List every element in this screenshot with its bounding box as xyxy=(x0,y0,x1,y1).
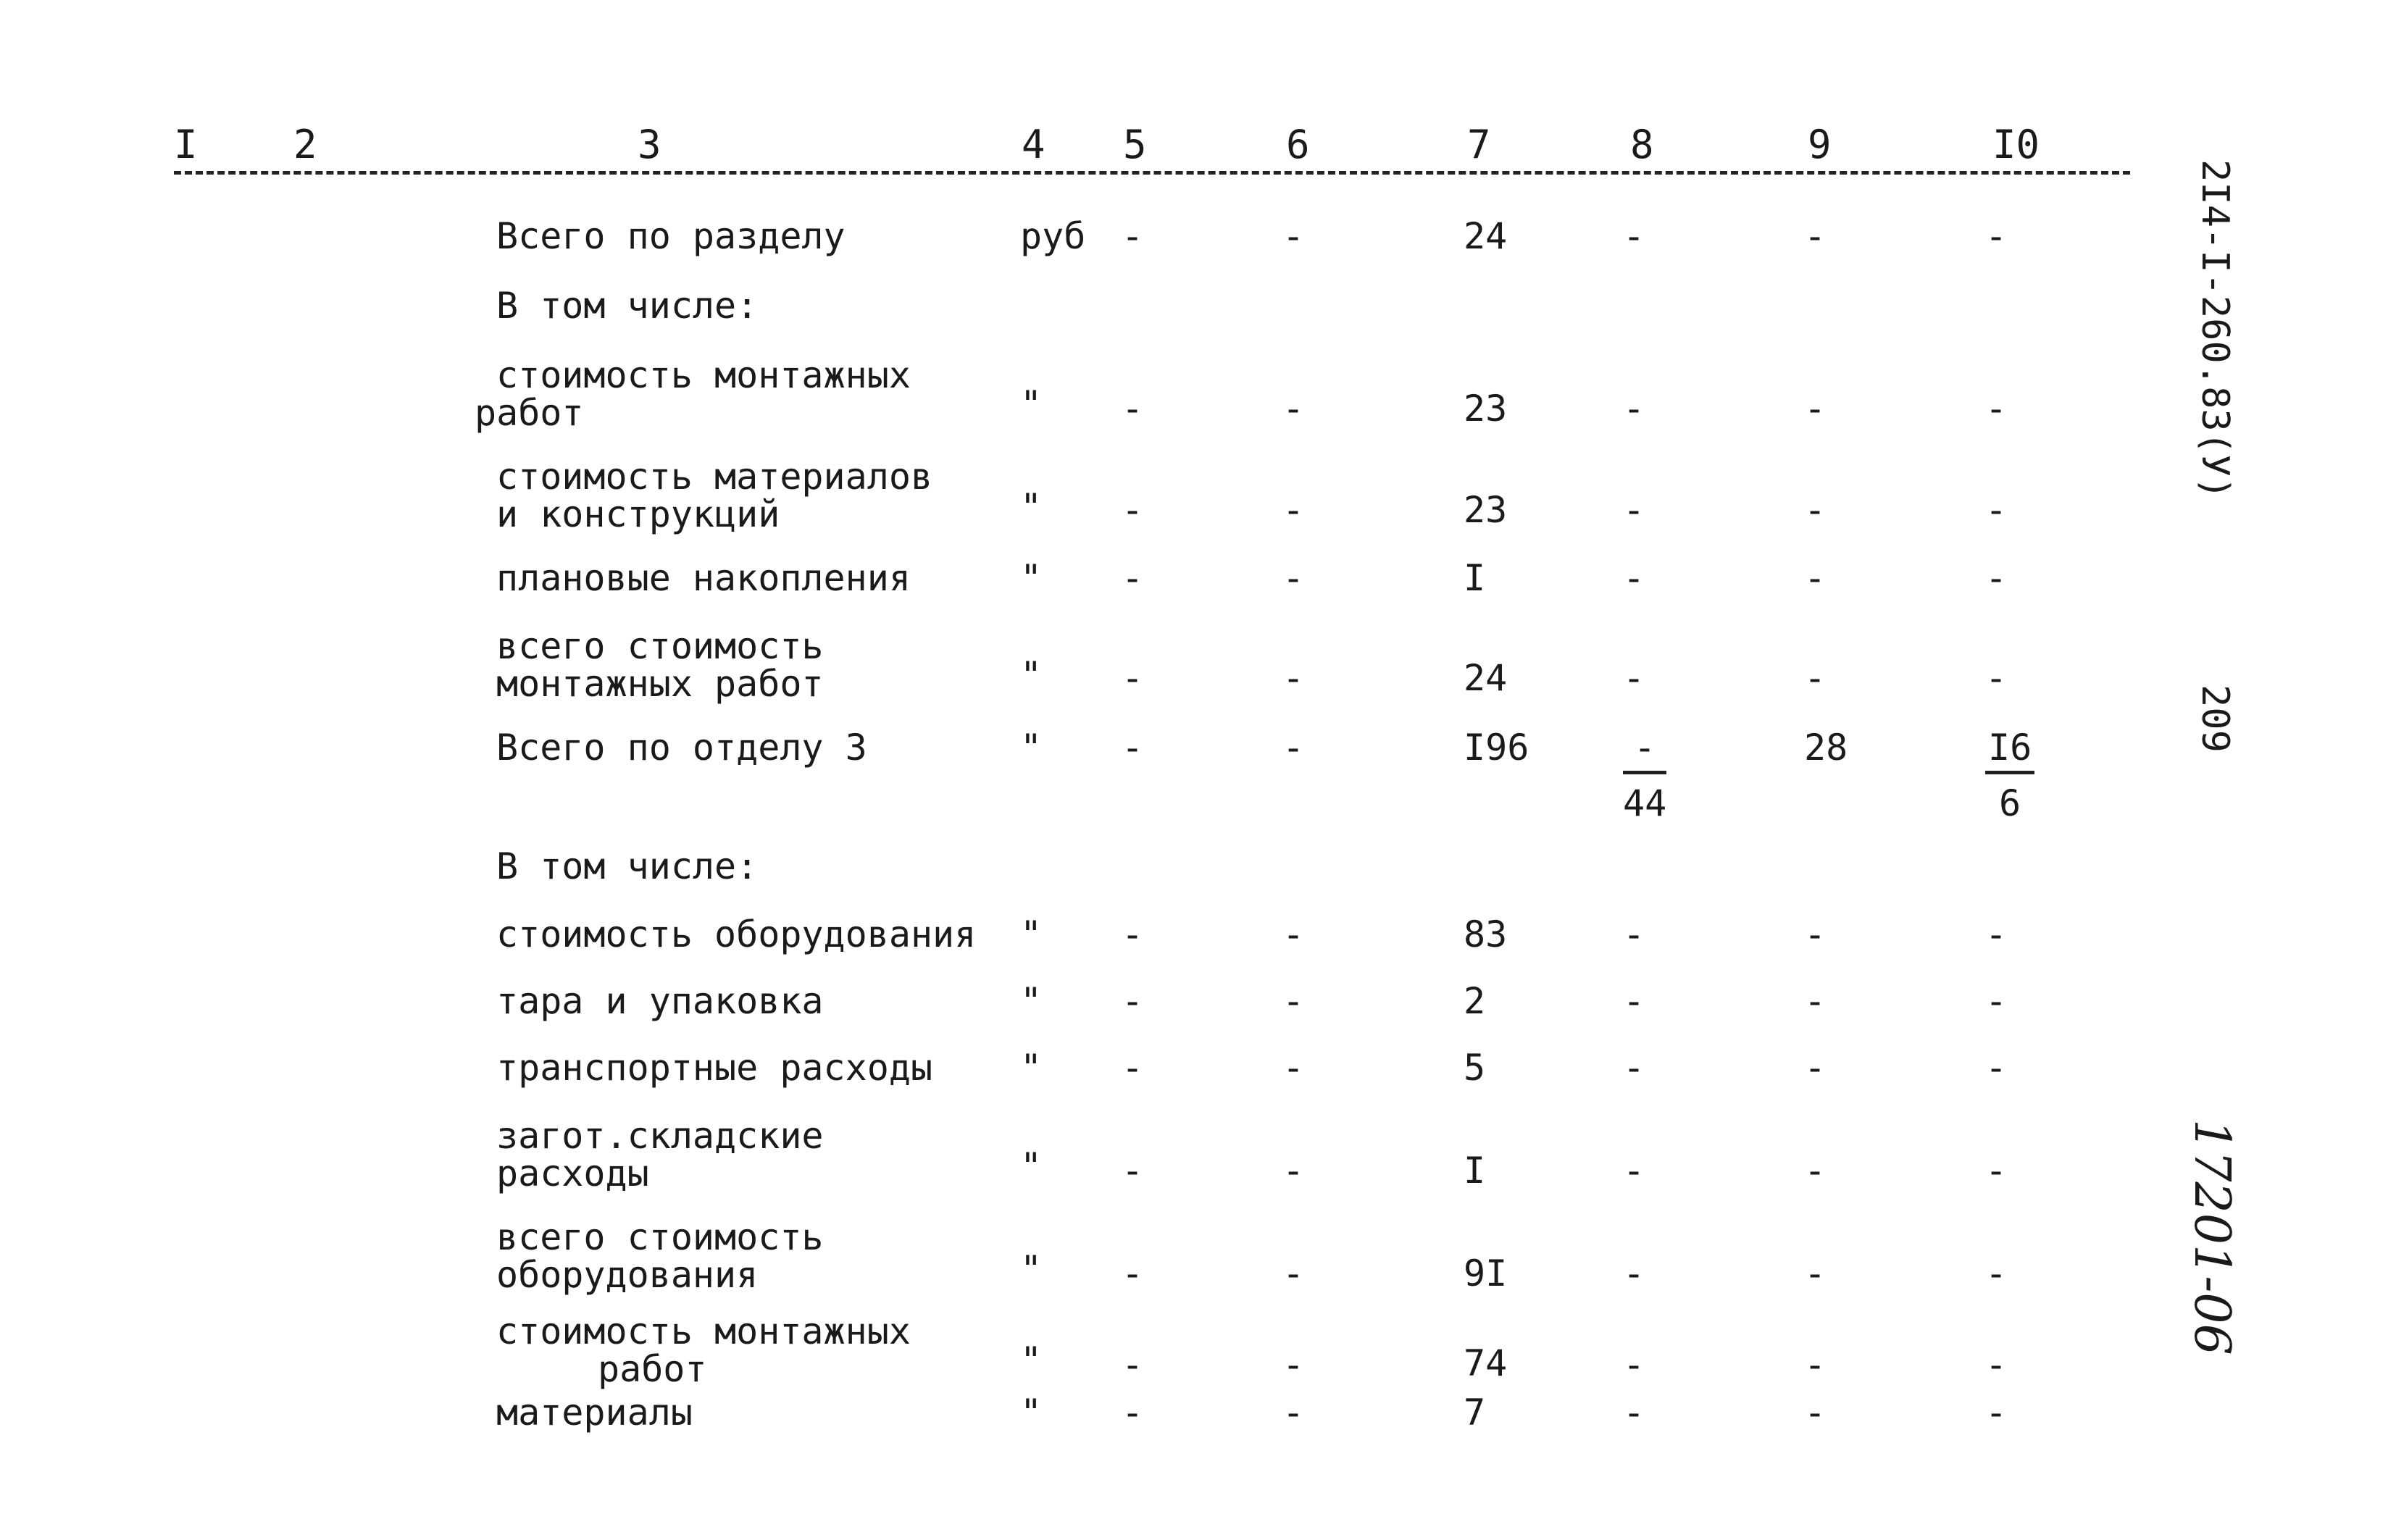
row-label: стоимость монтажных работ xyxy=(496,1310,911,1390)
col6-cell: - xyxy=(1282,727,1305,769)
col7-cell: 5 xyxy=(1464,1047,1486,1089)
unit-cell: " xyxy=(1020,1047,1043,1089)
col8-cell: - xyxy=(1623,215,1645,257)
col5-cell: - xyxy=(1122,727,1144,769)
row-label: материалы xyxy=(496,1392,693,1434)
col7-cell: 7 xyxy=(1464,1392,1486,1434)
col5-cell: - xyxy=(1122,980,1144,1022)
col10-cell: - xyxy=(1985,1252,2008,1294)
col7-cell: 23 xyxy=(1464,489,1508,531)
col6-cell: - xyxy=(1282,1392,1305,1434)
col5-cell: - xyxy=(1122,657,1144,699)
col6-cell: - xyxy=(1282,980,1305,1022)
column-header-6: 6 xyxy=(1286,122,1310,167)
col10-cell: - xyxy=(1985,657,2008,699)
document-code: 2I4-I-260.83(У) xyxy=(2193,159,2237,500)
fraction-numerator: - xyxy=(1623,729,1666,774)
col8-cell: - xyxy=(1623,1150,1645,1192)
col10-cell: - xyxy=(1985,1150,2008,1192)
row-label: стоимость монтажных работ xyxy=(475,354,911,434)
col5-cell: - xyxy=(1122,1150,1144,1192)
col5-cell: - xyxy=(1122,215,1144,257)
col6-cell: - xyxy=(1282,1047,1305,1089)
fraction-denominator: 44 xyxy=(1623,782,1667,824)
col6-cell: - xyxy=(1282,388,1305,430)
row-label: стоимость материалов и конструкций xyxy=(496,456,933,535)
fraction-numerator: I6 xyxy=(1985,729,2034,774)
row-label: Всего по отделу 3 xyxy=(496,727,867,769)
column-header-1: I xyxy=(174,122,198,167)
page-number: 209 xyxy=(2193,685,2237,753)
col7-cell: 23 xyxy=(1464,388,1508,430)
col5-cell: - xyxy=(1122,388,1144,430)
row-label: транспортные расходы xyxy=(496,1047,933,1089)
col8-cell: - xyxy=(1623,913,1645,955)
row-label: Всего по разделу xyxy=(496,215,846,257)
col10-cell: - xyxy=(1985,913,2008,955)
row-label: загот.складские расходы xyxy=(496,1115,824,1194)
col5-cell: - xyxy=(1122,1392,1144,1434)
col6-cell: - xyxy=(1282,215,1305,257)
col7-cell: I96 xyxy=(1464,727,1529,769)
col6-cell: - xyxy=(1282,657,1305,699)
unit-cell: " xyxy=(1020,980,1043,1022)
col9-cell: - xyxy=(1804,1150,1827,1192)
col7-cell: 9I xyxy=(1464,1252,1508,1294)
col9-cell: - xyxy=(1804,1252,1827,1294)
col10-fraction xyxy=(1985,729,2034,822)
col8-cell: - xyxy=(1623,557,1645,599)
row-label: стоимость оборудования xyxy=(496,913,977,955)
row-label: В том числе: xyxy=(496,845,759,887)
column-header-7: 7 xyxy=(1467,122,1491,167)
col5-cell: - xyxy=(1122,1047,1144,1089)
col7-cell: I xyxy=(1464,1150,1486,1192)
col7-cell: 83 xyxy=(1464,913,1508,955)
col6-cell: - xyxy=(1282,1344,1305,1386)
col6-cell: - xyxy=(1282,557,1305,599)
col10-cell: - xyxy=(1985,215,2008,257)
col10-cell: - xyxy=(1985,557,2008,599)
col9-cell: - xyxy=(1804,913,1827,955)
unit-cell: " xyxy=(1020,654,1043,696)
col9-cell: - xyxy=(1804,1392,1827,1434)
col9-cell: 28 xyxy=(1804,727,1848,769)
col10-cell: - xyxy=(1985,489,2008,531)
fraction-denominator: 6 xyxy=(1999,782,2021,824)
col5-cell: - xyxy=(1122,1252,1144,1294)
col9-cell: - xyxy=(1804,215,1827,257)
col9-cell: - xyxy=(1804,657,1827,699)
column-header-8: 8 xyxy=(1630,122,1654,167)
col8-cell: - xyxy=(1623,489,1645,531)
col9-cell: - xyxy=(1804,557,1827,599)
col10-cell: - xyxy=(1985,1392,2008,1434)
col7-cell: 24 xyxy=(1464,657,1508,699)
col6-cell: - xyxy=(1282,489,1305,531)
column-header-9: 9 xyxy=(1808,122,1832,167)
col9-cell: - xyxy=(1804,1047,1827,1089)
col10-cell: - xyxy=(1985,388,2008,430)
unit-cell: руб xyxy=(1020,215,1086,257)
column-header-5: 5 xyxy=(1123,122,1147,167)
column-header-3: 3 xyxy=(638,122,661,167)
col8-cell: - xyxy=(1623,657,1645,699)
row-label: плановые накопления xyxy=(496,557,911,599)
col9-cell: - xyxy=(1804,980,1827,1022)
col8-cell: - xyxy=(1623,1344,1645,1386)
col7-cell: 24 xyxy=(1464,215,1508,257)
col6-cell: - xyxy=(1282,1252,1305,1294)
unit-cell: " xyxy=(1020,486,1043,528)
column-header-10: I0 xyxy=(1992,122,2040,167)
col10-cell: - xyxy=(1985,980,2008,1022)
col6-cell: - xyxy=(1282,1150,1305,1192)
col9-cell: - xyxy=(1804,388,1827,430)
col7-cell: 2 xyxy=(1464,980,1486,1022)
col10-cell: - xyxy=(1985,1047,2008,1089)
col10-cell: - xyxy=(1985,1344,2008,1386)
col5-cell: - xyxy=(1122,557,1144,599)
col8-cell: - xyxy=(1623,388,1645,430)
header-dashed-rule xyxy=(174,171,2130,175)
col8-fraction xyxy=(1623,729,1666,822)
row-label: всего стоимость монтажных работ xyxy=(496,625,824,705)
col5-cell: - xyxy=(1122,1344,1144,1386)
row-label: всего стоимость оборудования xyxy=(496,1216,824,1296)
unit-cell: " xyxy=(1020,1339,1043,1381)
unit-cell: " xyxy=(1020,1248,1043,1290)
col8-cell: - xyxy=(1623,1252,1645,1294)
unit-cell: " xyxy=(1020,557,1043,599)
col5-cell: - xyxy=(1122,489,1144,531)
unit-cell: " xyxy=(1020,383,1043,425)
unit-cell: " xyxy=(1020,727,1043,769)
col8-cell: - xyxy=(1623,1392,1645,1434)
inventory-number: 17201-06 xyxy=(2183,1119,2240,1355)
unit-cell: " xyxy=(1020,913,1043,955)
col6-cell: - xyxy=(1282,913,1305,955)
col8-cell: - xyxy=(1623,1047,1645,1089)
col7-cell: 74 xyxy=(1464,1342,1508,1384)
column-header-4: 4 xyxy=(1022,122,1045,167)
col9-cell: - xyxy=(1804,489,1827,531)
row-label: В том числе: xyxy=(496,285,759,327)
col7-cell: I xyxy=(1464,557,1486,599)
unit-cell: " xyxy=(1020,1145,1043,1187)
col9-cell: - xyxy=(1804,1344,1827,1386)
row-label: тара и упаковка xyxy=(496,980,824,1022)
col8-cell: - xyxy=(1623,980,1645,1022)
unit-cell: " xyxy=(1020,1392,1043,1434)
column-header-2: 2 xyxy=(293,122,317,167)
col5-cell: - xyxy=(1122,913,1144,955)
